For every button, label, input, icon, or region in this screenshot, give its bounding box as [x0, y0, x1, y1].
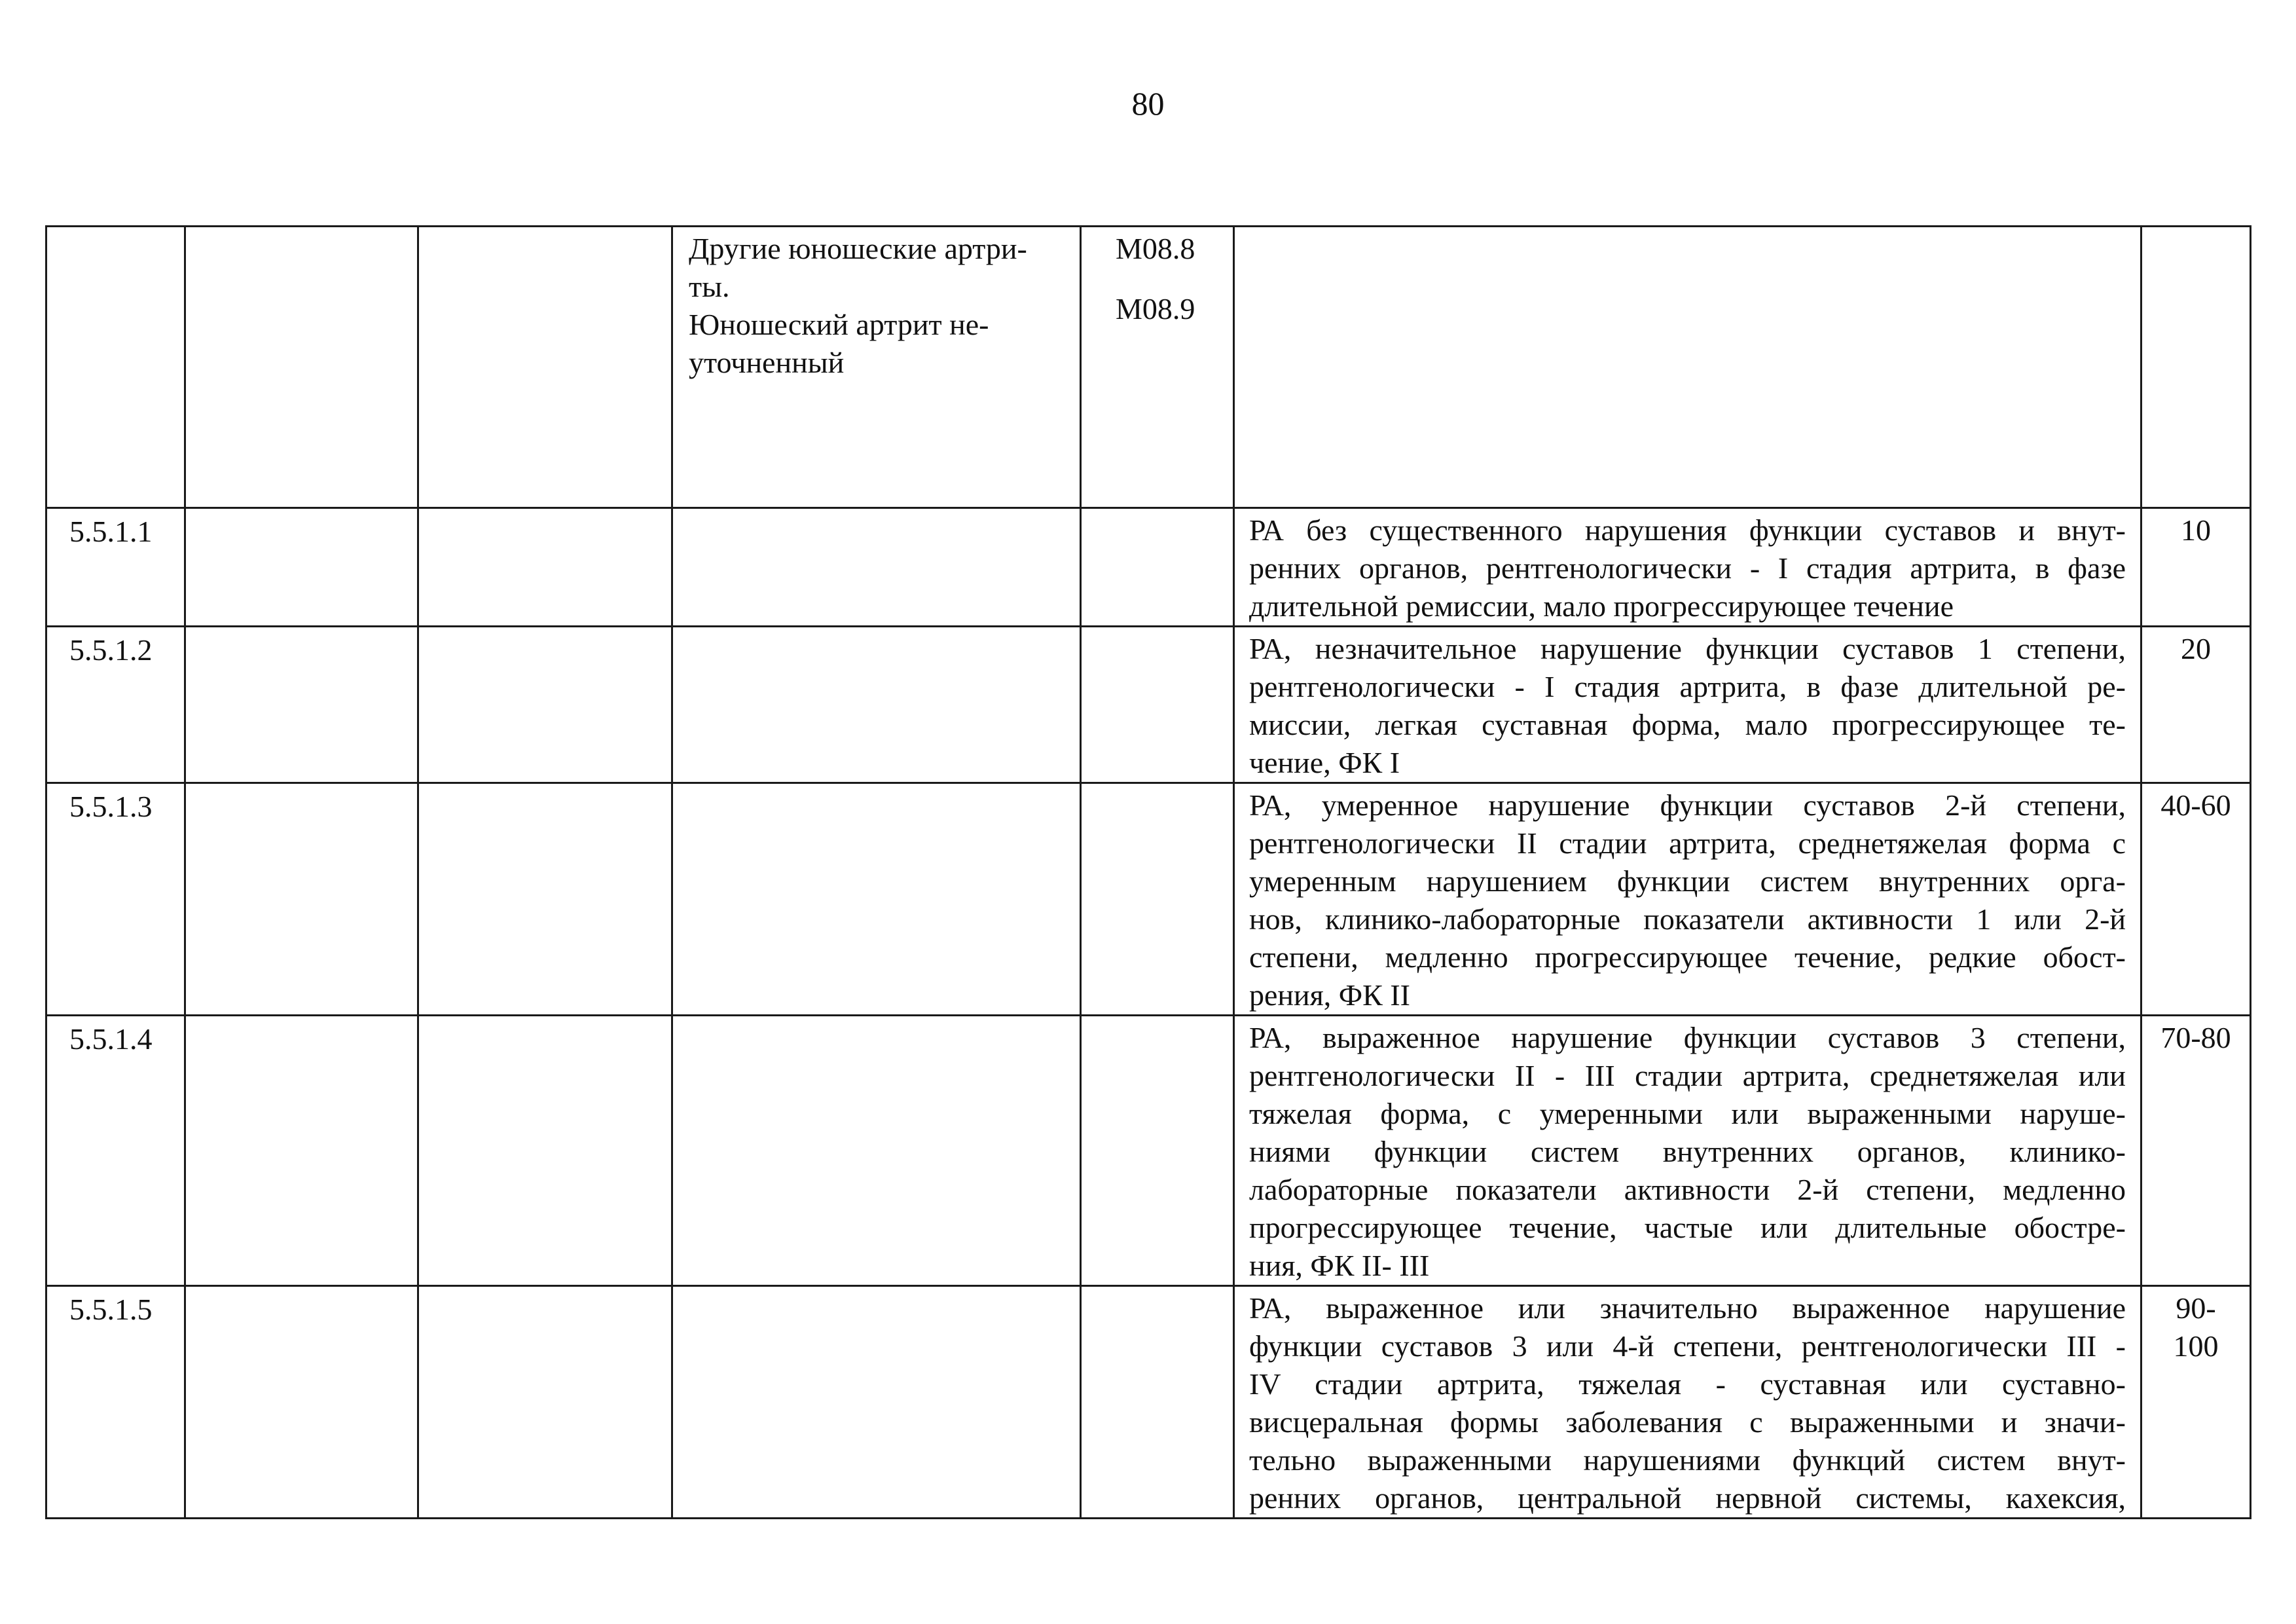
table-row-continuation [46, 227, 2251, 508]
empty-cell [185, 227, 418, 508]
percent-value: 20 [2181, 632, 2211, 665]
row-number: 5.5.1.2 [46, 627, 185, 783]
percent-cell [2141, 783, 2251, 1016]
description-line: длительной ремиссии, мало прогрессирующее течение [1249, 589, 1954, 623]
empty-cell [672, 1286, 1081, 1519]
description-line: миссии, легкая суставная форма, мало прогрессирующее те- [1249, 708, 2126, 741]
empty-cell [672, 1016, 1081, 1286]
empty-cell [1081, 627, 1234, 783]
empty-cell [185, 627, 418, 783]
row-number: 5.5.1.1 [46, 508, 185, 627]
empty-cell [672, 783, 1081, 1016]
description-line: рения, ФК II [1249, 978, 1410, 1012]
diagnosis-name-line: Юношеский артрит не- [689, 308, 989, 341]
table-row [46, 1286, 2251, 1519]
table-row [46, 783, 2251, 1016]
empty-cell [1081, 783, 1234, 1016]
percent-cell [2141, 227, 2251, 508]
table-row [46, 627, 2251, 783]
empty-cell [185, 1016, 418, 1286]
row-number: 5.5.1.4 [46, 1016, 185, 1286]
table-row [46, 1016, 2251, 1286]
percent-cell [2141, 1016, 2251, 1286]
percent-value: 90- [2176, 1291, 2216, 1325]
empty-cell [672, 627, 1081, 783]
percent-cell [2141, 508, 2251, 627]
empty-cell [185, 783, 418, 1016]
percent-value: 100 [2173, 1329, 2219, 1363]
description-cell [1234, 508, 2141, 627]
percent-value: 70-80 [2160, 1021, 2231, 1054]
table-row [46, 508, 2251, 627]
percent-cell [2141, 1286, 2251, 1519]
description-cell [1234, 783, 2141, 1016]
description-line: РА, незначительное нарушение функции суставов 1 степени, [1249, 632, 2126, 665]
description-line: РА, выраженное нарушение функции суставов 3 степени, [1249, 1021, 2126, 1054]
description-line: РА, выраженное или значительно выраженное нарушение [1249, 1291, 2126, 1325]
percent-value: 40-60 [2160, 788, 2231, 822]
row-number-cell [46, 227, 185, 508]
description-line: рентгенологически - I стадия артрита, в фазе длительной ре- [1249, 670, 2126, 703]
icd-code: М08.8 [1116, 232, 1195, 265]
description-line: рентгенологически II стадии артрита, среднетяжелая форма с [1249, 826, 2126, 860]
description-line: ренних органов, рентгенологически - I стадия артрита, в фазе [1249, 551, 2126, 585]
diagnosis-name-line: уточненный [689, 346, 845, 379]
diagnosis-name-line: ты. [689, 270, 730, 303]
description-line: висцеральная формы заболевания с выраженными и значи- [1249, 1405, 2126, 1439]
description-line: ния, ФК II- III [1249, 1249, 1430, 1282]
description-line: IV стадии артрита, тяжелая - суставная или суставно- [1249, 1367, 2126, 1401]
description-line: умеренным нарушением функции систем внутренних орга- [1249, 864, 2126, 898]
empty-cell [418, 1016, 672, 1286]
description-line: степени, медленно прогрессирующее течение, редкие обост- [1249, 940, 2126, 974]
diagnosis-name-cell [672, 227, 1081, 508]
percent-cell [2141, 627, 2251, 783]
description-cell [1234, 227, 2141, 508]
description-line: нов, клинико-лабораторные показатели активности 1 или 2-й [1249, 902, 2126, 936]
empty-cell [1081, 1016, 1234, 1286]
icd-code: М08.9 [1116, 292, 1195, 325]
empty-cell [418, 1286, 672, 1519]
diagnosis-name-line: Другие юношеские артри- [689, 232, 1027, 265]
description-cell [1234, 1016, 2141, 1286]
percent-value: 10 [2181, 513, 2211, 547]
empty-cell [672, 508, 1081, 627]
empty-cell [418, 783, 672, 1016]
empty-cell [418, 508, 672, 627]
description-cell [1234, 627, 2141, 783]
description-line: РА, умеренное нарушение функции суставов 2-й степени, [1249, 788, 2126, 822]
disability-criteria-table [45, 225, 2251, 1519]
row-number: 5.5.1.5 [46, 1286, 185, 1519]
description-line: чение, ФК I [1249, 746, 1400, 779]
description-line: тяжелая форма, с умеренными или выраженными наруше- [1249, 1097, 2126, 1130]
empty-cell [185, 1286, 418, 1519]
description-line: функции суставов 3 или 4-й степени, рентгенологически III - [1249, 1329, 2126, 1363]
description-cell [1234, 1286, 2141, 1519]
empty-cell [418, 627, 672, 783]
description-line: РА без существенного нарушения функции суставов и внут- [1249, 513, 2126, 547]
icd-code-cell [1081, 227, 1234, 508]
description-line: ренних органов, центральной нервной системы, кахексия, [1249, 1481, 2126, 1515]
empty-cell [418, 227, 672, 508]
empty-cell [1081, 1286, 1234, 1519]
row-number: 5.5.1.3 [46, 783, 185, 1016]
empty-cell [1081, 508, 1234, 627]
description-line: рентгенологически II - III стадии артрита, среднетяжелая или [1249, 1059, 2126, 1092]
description-line: лабораторные показатели активности 2-й степени, медленно [1249, 1173, 2126, 1206]
empty-cell [185, 508, 418, 627]
description-line: прогрессирующее течение, частые или длительные обостре- [1249, 1211, 2126, 1244]
description-line: тельно выраженными нарушениями функций систем внут- [1249, 1443, 2126, 1477]
page-number: 80 [1131, 85, 1165, 122]
description-line: ниями функции систем внутренних органов, клинико- [1249, 1135, 2126, 1168]
